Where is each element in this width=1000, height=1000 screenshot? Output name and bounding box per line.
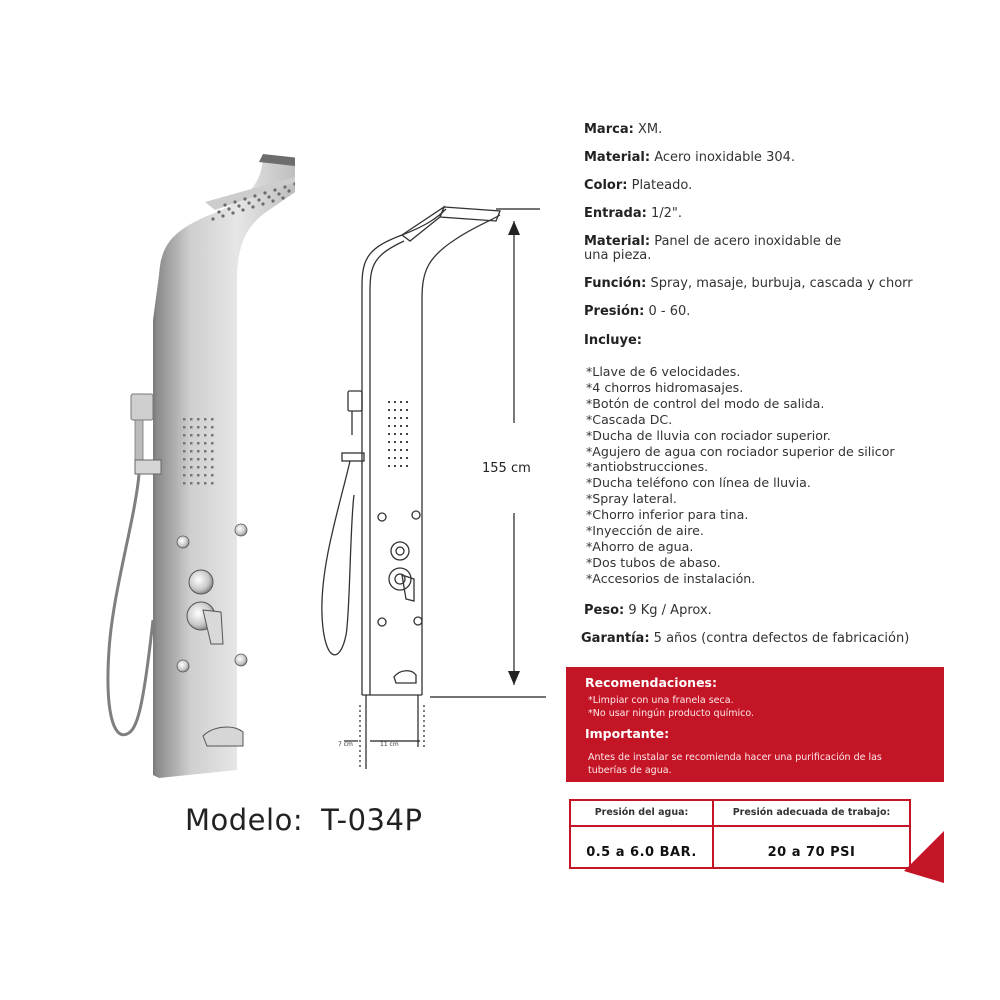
model-label: Modelo: <box>185 803 304 837</box>
spec-incluye: Incluye: <box>584 333 642 348</box>
list-item: * Cascada DC. <box>586 412 895 428</box>
list-item: * Botón de control del modo de salida. <box>586 396 895 412</box>
hose-icon <box>108 474 153 735</box>
spec-marca: Marca: XM. <box>584 122 663 137</box>
working-pressure-value: 20 a 70 PSI <box>767 845 856 860</box>
spec-material-panel: Material: Panel de acero inoxidable de una pieza. <box>584 234 842 263</box>
table-header-working-pressure: Presión adecuada de trabajo: <box>732 807 891 818</box>
list-item: * Accesorios de instalación. <box>586 571 895 587</box>
list-item: * Ducha de lluvia con rociador superior. <box>586 428 895 444</box>
model-code: T-034P <box>321 803 423 837</box>
width-label: 11 cm <box>380 741 399 748</box>
important-title: Importante: <box>585 726 670 741</box>
pressure-table <box>569 799 911 869</box>
list-item: * Ahorro de agua. <box>586 539 895 555</box>
shower-holder-icon <box>135 460 161 474</box>
list-item: * Inyección de aire. <box>586 523 895 539</box>
shower-panel-photo <box>95 150 295 780</box>
includes-list <box>586 364 895 587</box>
hand-shower-icon <box>131 394 153 420</box>
list-item: * Spray lateral. <box>586 491 895 507</box>
spec-funcion: Función: Spray, masaje, burbuja, cascada y chorr <box>584 276 913 291</box>
list-item: * Agujero de agua con rociador superior de silicor <box>586 444 895 460</box>
spec-garantia: Garantía: 5 años (contra defectos de fabricación) <box>581 631 910 646</box>
list-item: * Llave de 6 velocidades. <box>586 364 895 380</box>
list-item: * Chorro inferior para tina. <box>586 507 895 523</box>
recommendation-item: *No usar ningún producto químico. <box>588 708 755 719</box>
spec-color: Color: Plateado. <box>584 178 693 193</box>
list-item: * Dos tubos de abaso. <box>586 555 895 571</box>
model-title <box>185 803 422 837</box>
table-header-water-pressure: Presión del agua: <box>594 807 689 818</box>
spec-entrada: Entrada: 1/2". <box>584 206 682 221</box>
recommendations-title: Recomendaciones: <box>585 675 717 690</box>
recommendations-box <box>566 667 944 782</box>
depth-label: 7 cm <box>338 741 353 748</box>
height-dimension <box>344 209 546 769</box>
technical-drawing <box>310 195 565 775</box>
recommendation-item: *Limpiar con una franela seca. <box>588 695 734 706</box>
diverter-knob-icon <box>189 570 213 594</box>
important-text: Antes de instalar se recomienda hacer una purificación de las tuberías de agua. <box>588 752 882 776</box>
drawing-hole-grid <box>388 401 408 467</box>
spec-peso: Peso: 9 Kg / Aprox. <box>584 603 712 618</box>
height-label: 155 cm <box>482 461 531 476</box>
spec-material: Material: Acero inoxidable 304. <box>584 150 796 165</box>
list-item: * Ducha teléfono con línea de lluvia. <box>586 475 895 491</box>
spec-presion: Presión: 0 - 60. <box>584 304 691 319</box>
water-pressure-value: 0.5 a 6.0 BAR. <box>586 845 697 860</box>
list-item: * 4 chorros hidromasajes. <box>586 380 895 396</box>
red-corner-decoration <box>904 831 946 883</box>
list-item: * antiobstrucciones. <box>586 459 895 475</box>
